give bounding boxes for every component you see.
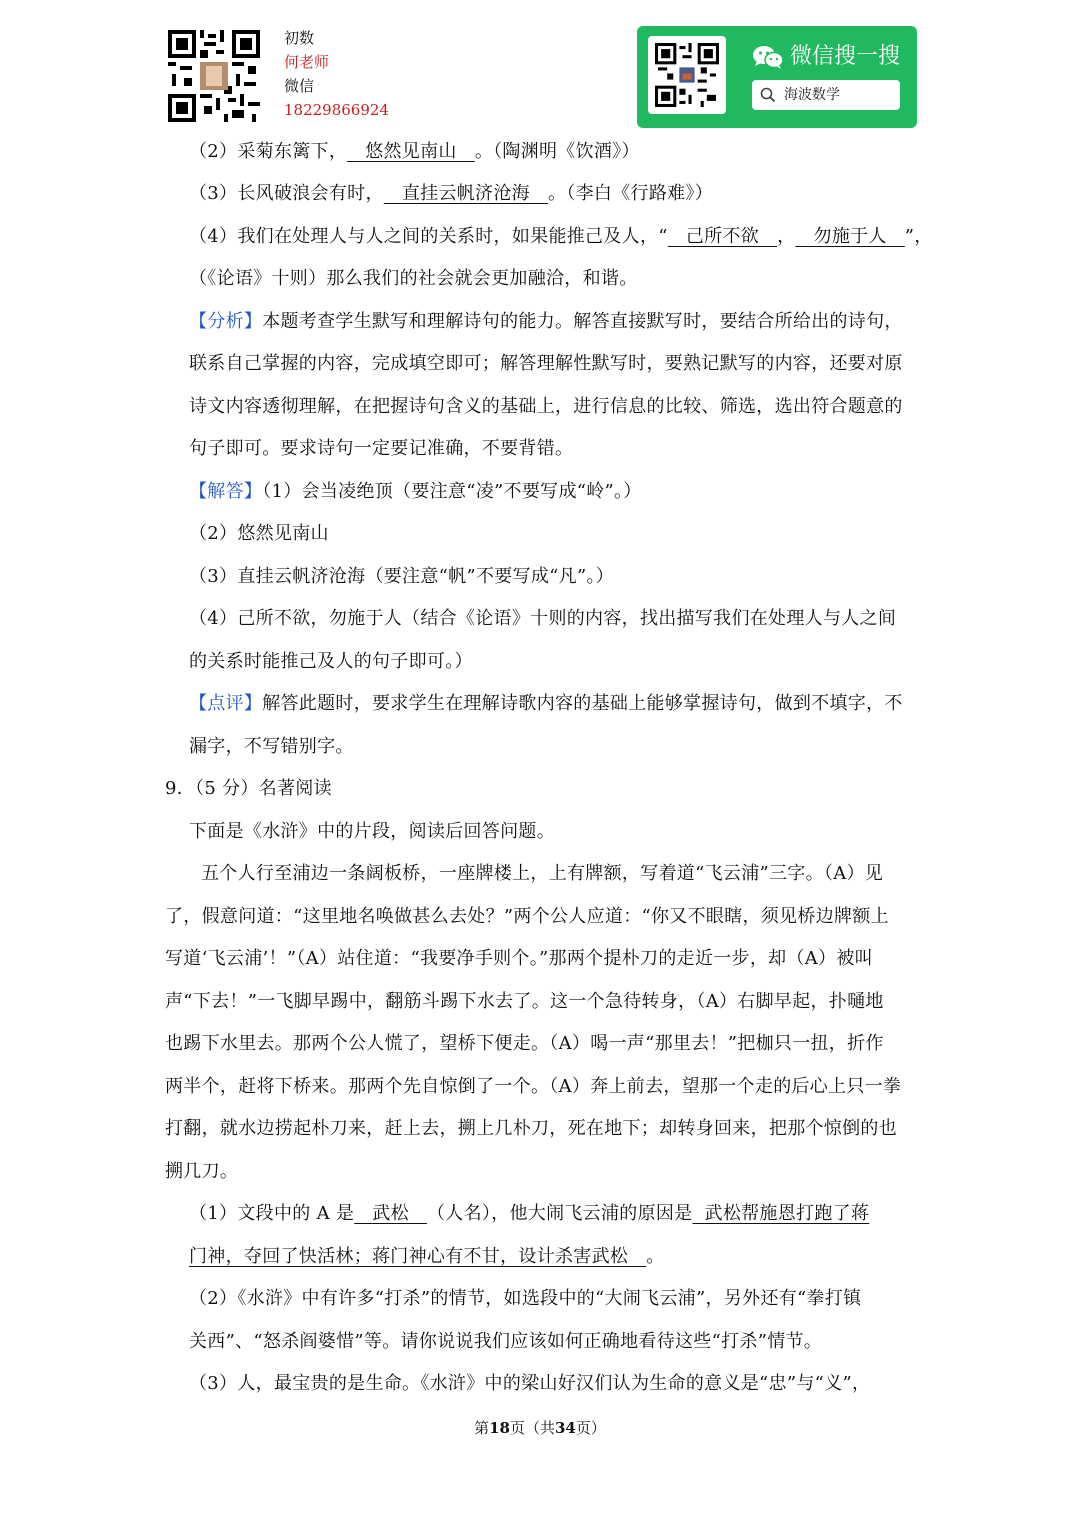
sub-question-2-cont: 关西”、“怒杀阎婆惜”等。请你说说我们应该如何正确地看待这些“打杀”情节。 [189,1331,823,1352]
comment-line-1 [189,692,903,716]
sub-question-2: （2）《水浒》中有许多“打杀”的情节，如选段中的“大闹飞云浦”，另外还有“拳打镇 [189,1288,862,1309]
text: 解答此题时，要求学生在理解诗歌内容的基础上能够掌握诗句，做到不填字，不 [262,693,903,714]
wechat-icon [752,44,784,70]
answer-fill [384,183,548,204]
text: 第 [474,1419,490,1437]
text: 。（李白《行路难》） [548,183,714,204]
analysis-line-1 [189,310,903,334]
passage-line-7: 打翻，就水边捞起朴刀来，赶上去，搠上几朴刀，死在地下；却转身回来，把那个惊倒的也 [165,1118,897,1139]
answer-text: 门神，夺回了快活林；蒋门神心有不甘，设计杀害武松 [189,1246,629,1267]
header-phone: 18229866924 [284,101,389,119]
text: （1）文段中的 A 是 [189,1203,355,1224]
passage-line-1: 五个人行至浦边一条阔板桥，一座牌楼上，上有牌额，写着道“飞云浦”三字。（A）见 [201,863,884,884]
answer-fill [354,1203,427,1224]
comment-tag: 【点评】 [189,693,263,714]
solution-line-4: （4）己所不欲，勿施于人（结合《论语》十则的内容，找出描写我们在处理人与人之间 [189,608,897,629]
text: 本题考查学生默写和理解诗句的能力。解答直接默写时，要结合所给出的诗句， [262,311,903,332]
passage-line-2: 了，假意问道：“这里地名唤做甚么去处？”两个公人应道：“你又不眼瞎，须见桥边牌额上 [165,906,889,927]
solution-tag: 【解答】 [189,481,263,502]
answer-text: 悠然见南山 [365,141,457,162]
comment-line-2: 漏字，不写错别字。 [189,736,354,757]
wechat-search-title: 微信搜一搜 [790,44,901,69]
passage-line-5: 也踢下水里去。那两个公人慌了，望桥下便走。（A）喝一声“那里去！”把枷只一扭，折作 [165,1033,884,1054]
analysis-line-4: 句子即可。要求诗句一定要记准确，不要背错。 [189,438,574,459]
sub-question-1-cont [189,1245,665,1269]
header-teacher: 何老师 [284,53,330,71]
search-icon [760,87,776,103]
text: 页（共 [509,1419,555,1437]
sub-question-1 [189,1202,869,1226]
answer-text: 勿施于人 [813,226,887,247]
text: （3）长风破浪会有时， [189,183,384,204]
question-9-title: 9．（5 分）名著阅读 [165,778,332,799]
page-number: 18 [489,1419,510,1437]
answer-fill [668,226,777,247]
text: （4）我们在处理人与人之间的关系时，如果能推己及人，“ [189,226,668,247]
analysis-tag: 【分析】 [189,311,263,332]
solution-line-2: （2）悠然见南山 [189,523,329,544]
header-subject: 初数 [284,29,315,47]
passage-line-4: 声“下去！”一飞脚早踢中，翻筋斗踢下水去了。这一个急待转身，（A）右脚早起，扑嗵地 [165,991,884,1012]
solution-line-3: （3）直挂云帆济沧海（要注意“帆”不要写成“凡”。） [189,566,615,587]
passage-line-8: 搠几刀。 [165,1161,239,1182]
solution-line-1 [189,480,642,504]
text: 。（陶渊明《饮酒》） [474,141,640,162]
answer-line-4 [189,225,933,249]
answer-line-4b: （《论语》十则）那么我们的社会就会更加融洽，和谐。 [189,268,638,289]
passage-line-3: 写道‘飞云浦’！”（A）站住道：“我要净手则个。”那两个提朴刀的走近一步，却（A）被叫 [165,948,873,969]
analysis-line-3: 诗文内容透彻理解，在把握诗句含义的基础上，进行信息的比较、筛选，选出符合题意的 [189,396,903,417]
qr-code-right [655,43,719,107]
sub-question-3: （3）人，最宝贵的是生命。《水浒》中的梁山好汉们认为生命的意义是“忠”与“义”， [189,1373,871,1394]
answer-fill [189,1246,646,1267]
answer-fill [347,141,475,162]
answer-line-3 [189,182,713,206]
answer-text: 己所不欲 [685,226,760,247]
text: 。 [646,1246,665,1267]
text: ”， [904,226,933,247]
answer-fill [692,1203,869,1224]
answer-text: 直挂云帆济沧海 [401,183,530,204]
answer-fill [795,226,904,247]
passage-line-6: 两半个，赶将下桥来。那两个先自惊倒了一个。（A）奔上前去，望那一个走的后心上只一拳 [165,1076,902,1097]
text: ， [777,226,796,247]
answer-line-2 [189,140,640,164]
text: （2）采菊东篱下， [189,141,348,162]
header-wechat-label: 微信 [284,77,315,95]
text: 页） [575,1419,606,1437]
page-footer [0,1418,1080,1438]
qr-code-left [168,30,260,122]
text: （人名），他大闹飞云浦的原因是 [426,1203,693,1224]
answer-text: 武松 [372,1203,409,1224]
answer-text: 武松帮施恩打跑了蒋 [704,1203,870,1224]
question-9-intro: 下面是《水浒》中的片段，阅读后回答问题。 [189,821,555,842]
text: （1）会当凌绝顶（要注意“凌”不要写成“岭”。） [262,481,642,502]
solution-line-5: 的关系时能推己及人的句子即可。） [189,651,473,672]
analysis-line-2: 联系自己掌握的内容，完成填空即可；解答理解性默写时，要熟记默写的内容，还要对原 [189,353,903,374]
wechat-search-text: 海波数学 [784,87,840,103]
page-total: 34 [555,1419,576,1437]
